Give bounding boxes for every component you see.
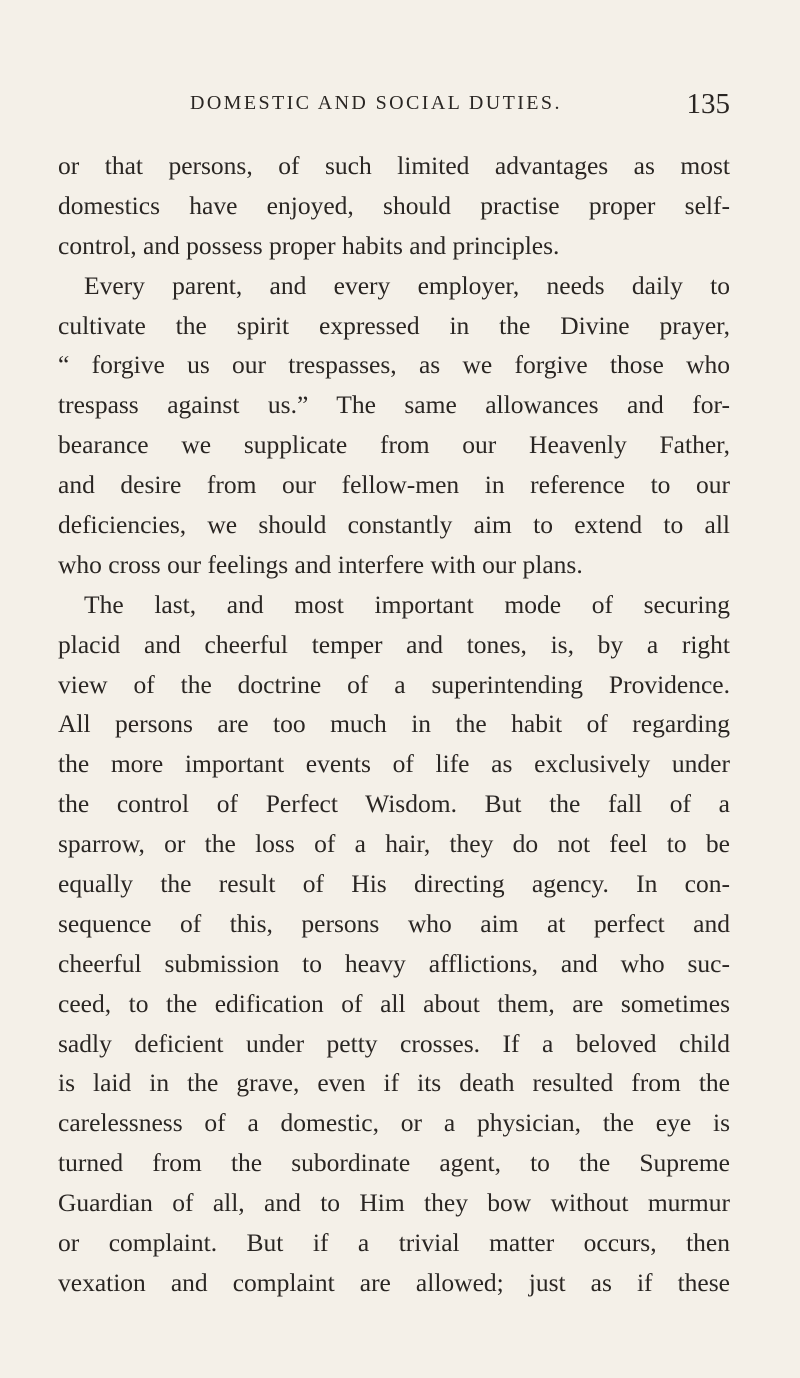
text-line: sequence of this, persons who aim at perfect and <box>58 908 730 938</box>
text-line: carelessness of a domestic, or a physician, the eye is <box>58 1108 730 1138</box>
text-line: sparrow, or the loss of a hair, they do not feel to be <box>58 829 730 859</box>
text-line: cultivate the spirit expressed in the Divine prayer, <box>58 310 730 340</box>
text-line: “ forgive us our trespasses, as we forgive those who <box>58 350 730 380</box>
text-line: the control of Perfect Wisdom. But the fall of a <box>58 789 730 819</box>
text-line: who cross our feelings and interfere with our plans. <box>58 549 583 579</box>
text-line: trespass against us.” The same allowances and for- <box>58 390 730 420</box>
running-title: DOMESTIC AND SOCIAL DUTIES. <box>190 92 562 114</box>
text-line: control, and possess proper habits and principles. <box>58 230 560 260</box>
text-line: The last, and most important mode of securing <box>84 589 730 619</box>
text-line: view of the doctrine of a superintending Providence. <box>58 669 730 699</box>
text-line: and desire from our fellow-men in reference to our <box>58 470 730 500</box>
page-number: 135 <box>686 88 730 120</box>
text-line: equally the result of His directing agency. In con- <box>58 869 730 899</box>
text-line: the more important events of life as exclusively under <box>58 749 730 779</box>
body-text <box>58 146 730 1303</box>
text-line: is laid in the grave, even if its death resulted from the <box>58 1068 730 1098</box>
text-line: Every parent, and every employer, needs daily to <box>84 270 730 300</box>
text-line: deficiencies, we should constantly aim to extend to all <box>58 510 730 540</box>
text-line: vexation and complaint are allowed; just as if these <box>58 1267 730 1297</box>
text-line: ceed, to the edification of all about them, are sometimes <box>58 988 730 1018</box>
text-line: bearance we supplicate from our Heavenly Father, <box>58 430 730 460</box>
text-line: cheerful submission to heavy afflictions, and who suc- <box>58 948 730 978</box>
text-line: All persons are too much in the habit of regarding <box>58 709 730 739</box>
text-line: sadly deficient under petty crosses. If a beloved child <box>58 1028 730 1058</box>
text-line: domestics have enjoyed, should practise proper self- <box>58 190 730 220</box>
text-line: turned from the subordinate agent, to the Supreme <box>58 1148 730 1178</box>
text-line: or that persons, of such limited advantages as most <box>58 151 730 180</box>
text-line: placid and cheerful temper and tones, is, by a right <box>58 629 730 659</box>
text-line: Guardian of all, and to Him they bow without murmur <box>58 1188 730 1218</box>
running-head <box>58 88 730 128</box>
text-line: or complaint. But if a trivial matter occurs, then <box>58 1228 730 1258</box>
